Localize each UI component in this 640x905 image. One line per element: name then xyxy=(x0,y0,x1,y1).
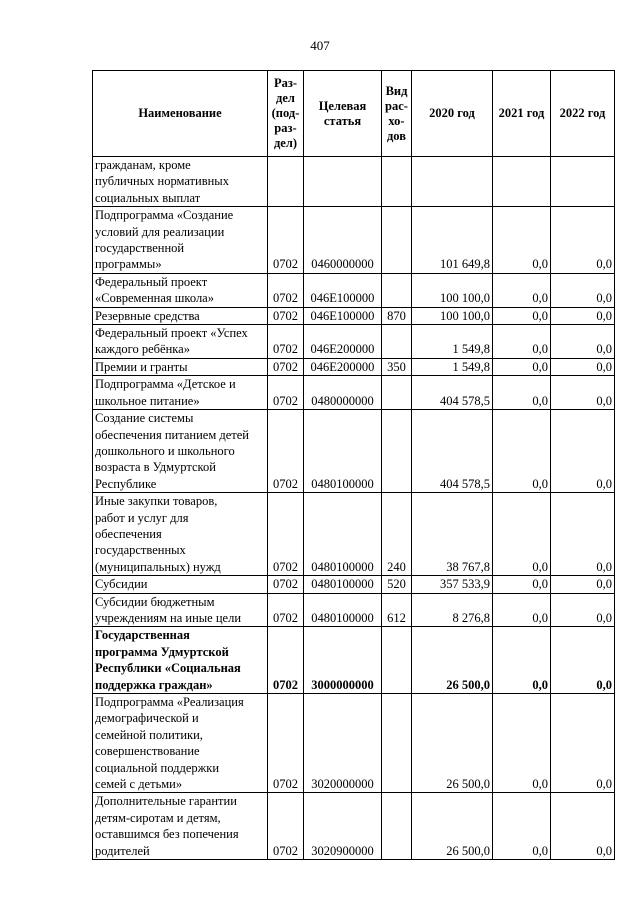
row-vid xyxy=(382,273,412,307)
row-2022: 0,0 xyxy=(551,307,615,324)
table-body xyxy=(93,157,615,860)
row-2020: 1 549,8 xyxy=(412,325,493,359)
row-statya: 046E100000 xyxy=(304,307,382,324)
row-2021: 0,0 xyxy=(493,325,551,359)
row-name xyxy=(93,793,268,860)
row-name-line: совершенствование xyxy=(95,744,200,759)
table-row xyxy=(93,493,615,576)
row-name-line: Дополнительные гарантии xyxy=(95,794,237,809)
row-statya: 046E100000 xyxy=(304,273,382,307)
row-name-line: Федеральный проект xyxy=(95,274,208,289)
row-name-line: государственной xyxy=(95,241,185,256)
row-2020: 26 500,0 xyxy=(412,694,493,793)
row-name-line: школьное питание» xyxy=(95,393,200,408)
row-razdel: 0702 xyxy=(268,376,304,410)
row-2022: 0,0 xyxy=(551,493,615,576)
row-2022: 0,0 xyxy=(551,593,615,627)
table-row xyxy=(93,376,615,410)
row-2020: 1 549,8 xyxy=(412,358,493,375)
row-2020: 8 276,8 xyxy=(412,593,493,627)
row-2020: 38 767,8 xyxy=(412,493,493,576)
row-name-line: Федеральный проект «Успех xyxy=(95,326,248,341)
row-vid xyxy=(382,157,412,207)
row-name-line: Создание системы xyxy=(95,411,194,426)
row-statya: 3000000000 xyxy=(304,627,382,694)
row-2020: 100 100,0 xyxy=(412,273,493,307)
row-name-line: государственных xyxy=(95,543,186,558)
row-statya: 3020900000 xyxy=(304,793,382,860)
row-2021: 0,0 xyxy=(493,593,551,627)
row-name-line: дошкольного и школьного xyxy=(95,443,235,458)
row-name-line: «Современная школа» xyxy=(95,291,214,306)
row-razdel: 0702 xyxy=(268,493,304,576)
row-2022: 0,0 xyxy=(551,627,615,694)
row-name-line: Подпрограмма «Детское и xyxy=(95,377,236,392)
row-name-line: семей с детьми» xyxy=(95,777,183,792)
table-header-row xyxy=(93,71,615,157)
row-statya: 0480100000 xyxy=(304,593,382,627)
row-name-line: Республике xyxy=(95,476,157,491)
row-vid xyxy=(382,376,412,410)
row-razdel: 0702 xyxy=(268,410,304,493)
row-2021: 0,0 xyxy=(493,358,551,375)
row-name-line: Премии и гранты xyxy=(95,359,188,374)
table-row xyxy=(93,410,615,493)
row-vid: 520 xyxy=(382,576,412,593)
row-name-line: поддержка граждан» xyxy=(95,677,213,692)
row-razdel: 0702 xyxy=(268,576,304,593)
row-vid xyxy=(382,793,412,860)
row-name-line: учреждениям на иные цели xyxy=(95,610,242,625)
row-statya: 0480100000 xyxy=(304,410,382,493)
page-number: 407 xyxy=(310,38,330,53)
header-name: Наименование xyxy=(93,71,268,157)
row-name-line: Субсидии xyxy=(95,577,148,592)
row-2021: 0,0 xyxy=(493,307,551,324)
row-razdel: 0702 xyxy=(268,325,304,359)
table-row xyxy=(93,627,615,694)
row-2021: 0,0 xyxy=(493,273,551,307)
row-2021: 0,0 xyxy=(493,576,551,593)
row-2021: 0,0 xyxy=(493,493,551,576)
row-2020: 26 500,0 xyxy=(412,793,493,860)
row-statya: 0480000000 xyxy=(304,376,382,410)
row-razdel: 0702 xyxy=(268,307,304,324)
row-vid xyxy=(382,410,412,493)
row-razdel xyxy=(268,157,304,207)
row-2020: 100 100,0 xyxy=(412,307,493,324)
row-name xyxy=(93,207,268,274)
row-name-line: семейной политики, xyxy=(95,727,203,742)
row-name-line: обеспечения xyxy=(95,526,162,541)
row-razdel: 0702 xyxy=(268,593,304,627)
header-2022: 2022 год xyxy=(551,71,615,157)
row-2021: 0,0 xyxy=(493,410,551,493)
row-name xyxy=(93,307,268,324)
header-2020: 2020 год xyxy=(412,71,493,157)
row-vid xyxy=(382,627,412,694)
row-name xyxy=(93,627,268,694)
row-name-line: Подпрограмма «Реализация xyxy=(95,695,244,709)
row-statya: 3020000000 xyxy=(304,694,382,793)
header-vid: Вид рас- хо- дов xyxy=(382,71,412,157)
row-name xyxy=(93,376,268,410)
row-2021: 0,0 xyxy=(493,627,551,694)
row-vid xyxy=(382,325,412,359)
row-2020: 404 578,5 xyxy=(412,376,493,410)
table-row xyxy=(93,325,615,359)
row-2021: 0,0 xyxy=(493,793,551,860)
row-2021: 0,0 xyxy=(493,376,551,410)
row-2020: 404 578,5 xyxy=(412,410,493,493)
row-name-line: Иные закупки товаров, xyxy=(95,494,218,509)
row-name xyxy=(93,493,268,576)
row-name-line: возраста в Удмуртской xyxy=(95,460,216,475)
row-2022: 0,0 xyxy=(551,694,615,793)
row-2020: 26 500,0 xyxy=(412,627,493,694)
row-razdel: 0702 xyxy=(268,207,304,274)
row-2021 xyxy=(493,157,551,207)
row-2021: 0,0 xyxy=(493,207,551,274)
row-2022: 0,0 xyxy=(551,273,615,307)
row-name-line: публичных нормативных xyxy=(95,174,229,189)
row-2022: 0,0 xyxy=(551,207,615,274)
row-statya: 0460000000 xyxy=(304,207,382,274)
row-2020: 101 649,8 xyxy=(412,207,493,274)
row-name xyxy=(93,694,268,793)
row-name-line: программа Удмуртской xyxy=(95,644,229,659)
row-name-line: каждого ребёнка» xyxy=(95,342,190,357)
row-name xyxy=(93,325,268,359)
row-statya: 046E200000 xyxy=(304,358,382,375)
row-name-line: Государственная xyxy=(95,628,190,643)
row-2022: 0,0 xyxy=(551,325,615,359)
row-vid: 350 xyxy=(382,358,412,375)
row-name-line: Субсидии бюджетным xyxy=(95,594,215,609)
row-name-line: (муниципальных) нужд xyxy=(95,559,221,574)
row-statya: 0480100000 xyxy=(304,576,382,593)
table-row xyxy=(93,593,615,627)
row-vid: 612 xyxy=(382,593,412,627)
row-name-line: социальных выплат xyxy=(95,190,201,205)
row-name xyxy=(93,593,268,627)
row-2020: 357 533,9 xyxy=(412,576,493,593)
row-name xyxy=(93,273,268,307)
row-razdel: 0702 xyxy=(268,793,304,860)
row-razdel: 0702 xyxy=(268,273,304,307)
row-name-line: программы» xyxy=(95,257,162,272)
table-row xyxy=(93,207,615,274)
row-2022: 0,0 xyxy=(551,376,615,410)
row-2022: 0,0 xyxy=(551,793,615,860)
row-vid: 870 xyxy=(382,307,412,324)
table-row xyxy=(93,358,615,375)
header-statya: Целевая статья xyxy=(304,71,382,157)
row-name-line: родителей xyxy=(95,843,150,858)
row-razdel: 0702 xyxy=(268,694,304,793)
table-row xyxy=(93,793,615,860)
row-name-line: условий для реализации xyxy=(95,224,225,239)
row-name-line: обеспечения питанием детей xyxy=(95,427,249,442)
row-2020 xyxy=(412,157,493,207)
header-razdel: Раз- дел (под- раз- дел) xyxy=(268,71,304,157)
table-row xyxy=(93,157,615,207)
row-name-line: оставшимся без попечения xyxy=(95,827,239,842)
table-row xyxy=(93,576,615,593)
row-name-line: демографической и xyxy=(95,711,199,726)
row-2022 xyxy=(551,157,615,207)
row-name-line: Республики «Социальная xyxy=(95,661,241,676)
row-statya xyxy=(304,157,382,207)
row-razdel: 0702 xyxy=(268,358,304,375)
table-row xyxy=(93,273,615,307)
row-2021: 0,0 xyxy=(493,694,551,793)
row-name-line: гражданам, кроме xyxy=(95,158,191,172)
row-vid xyxy=(382,694,412,793)
row-2022: 0,0 xyxy=(551,410,615,493)
row-statya: 046E200000 xyxy=(304,325,382,359)
row-vid xyxy=(382,207,412,274)
budget-table xyxy=(92,70,615,860)
row-name-line: детям-сиротам и детям, xyxy=(95,810,221,825)
row-razdel: 0702 xyxy=(268,627,304,694)
table-row xyxy=(93,694,615,793)
row-2022: 0,0 xyxy=(551,576,615,593)
row-name xyxy=(93,358,268,375)
row-statya: 0480100000 xyxy=(304,493,382,576)
row-name xyxy=(93,157,268,207)
row-name-line: Подпрограмма «Создание xyxy=(95,208,234,223)
header-2021: 2021 год xyxy=(493,71,551,157)
row-name-line: Резервные средства xyxy=(95,308,200,323)
row-2022: 0,0 xyxy=(551,358,615,375)
row-name xyxy=(93,410,268,493)
row-name-line: работ и услуг для xyxy=(95,510,189,525)
row-name-line: социальной поддержки xyxy=(95,760,220,775)
row-vid: 240 xyxy=(382,493,412,576)
row-name xyxy=(93,576,268,593)
table-row xyxy=(93,307,615,324)
